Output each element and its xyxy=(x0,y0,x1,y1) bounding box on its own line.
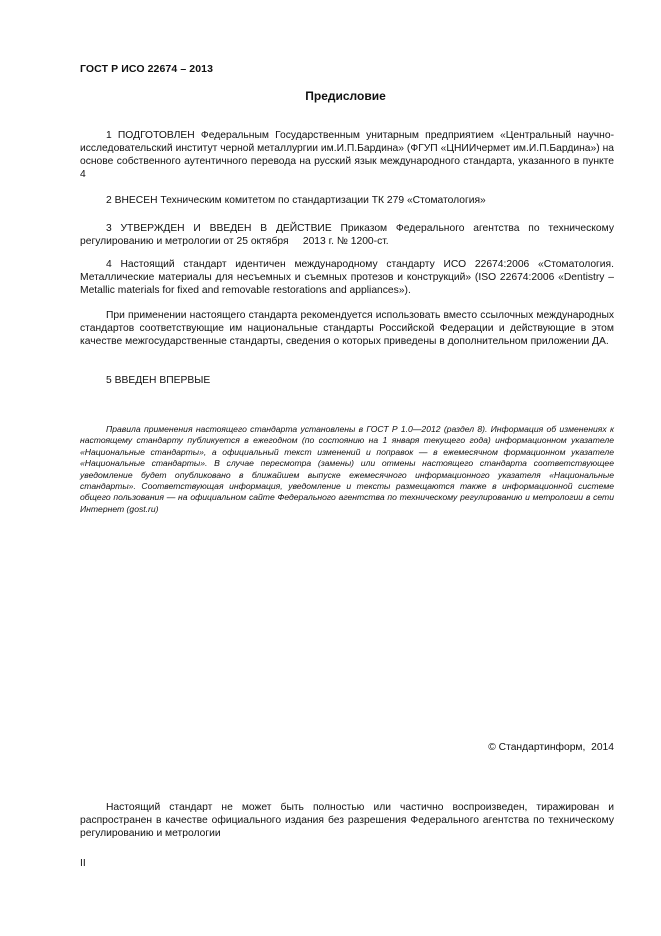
application-rules-notice: Правила применения настоящего стандарта установлены в ГОСТ Р 1.0—2012 (раздел 8). Информация об изменениях к настоящему стандарту публикуется в ежегодном (по состоянию на 1 января текущего года) информационном указателе «Национальные стандарты», а официальный текст изменений и поправок — в ежемесячном формационном указателе «Национальные стандарты». В случае пересмотра (замены) или отмены настоящего стандарта соответствующее уведомление будет опубликовано в ближайшем выпуске ежемесячного информационного указателя «Национальные стандарты». Соответствующая информация, уведомление и тексты размещаются также в информационной системе общего пользования — на официальном сайте Федерального агентства по техническому регулированию и метрологии в сети Интернет (gost.ru) xyxy=(80,424,614,514)
paragraph-introduced-by: 2 ВНЕСЕН Техническим комитетом по стандартизации ТК 279 «Стоматология» xyxy=(106,195,486,206)
reproduction-notice: Настоящий стандарт не может быть полностью или частично воспроизведен, тиражирован и распространен в качестве официального издания без разрешения Федерального агентства по техническому регулированию и метрологии xyxy=(80,802,614,840)
copyright-line: © Стандартинформ, 2014 xyxy=(488,742,614,753)
paragraph-prepared-by: 1 ПОДГОТОВЛЕН Федеральным Государственным унитарным предприятием «Центральный научно-исследовательский институт черной металлургии им.И.П.Бардина» (ФГУП «ЦНИИчермет им.И.П.Бардина») на основе собственного аутентичного перевода на русский язык международного стандарта, указанного в пункте 4 xyxy=(80,130,614,181)
standard-code-header: ГОСТ Р ИСО 22674 – 2013 xyxy=(80,63,214,75)
paragraph-approved: 3 УТВЕРЖДЕН И ВВЕДЕН В ДЕЙСТВИЕ Приказом Федерального агентства по техническому регулированию и метрологии от 25 октября 2013 г. № 1200-ст. xyxy=(80,223,617,248)
page-number: II xyxy=(80,858,86,869)
paragraph-identical-standard: 4 Настоящий стандарт идентичен международному стандарту ИСО 22674:2006 «Стоматология. Металлические материалы для несъемных и съемных протезов и конструкций» (ISO 22674:2006 «Dentistry – Metallic materials for fixed and removable restorations and appliances»). xyxy=(80,259,614,297)
paragraph-national-standards: При применении настоящего стандарта рекомендуется использовать вместо ссылочных международных стандартов соответствующие им национальные стандарты Российской Федерации и действующие в этом качестве межгосударственные стандарты, сведения о которых приведены в дополнительном приложении ДА. xyxy=(80,310,614,348)
paragraph-introduced-first: 5 ВВЕДЕН ВПЕРВЫЕ xyxy=(106,375,211,386)
page-title: Предисловие xyxy=(305,89,386,103)
